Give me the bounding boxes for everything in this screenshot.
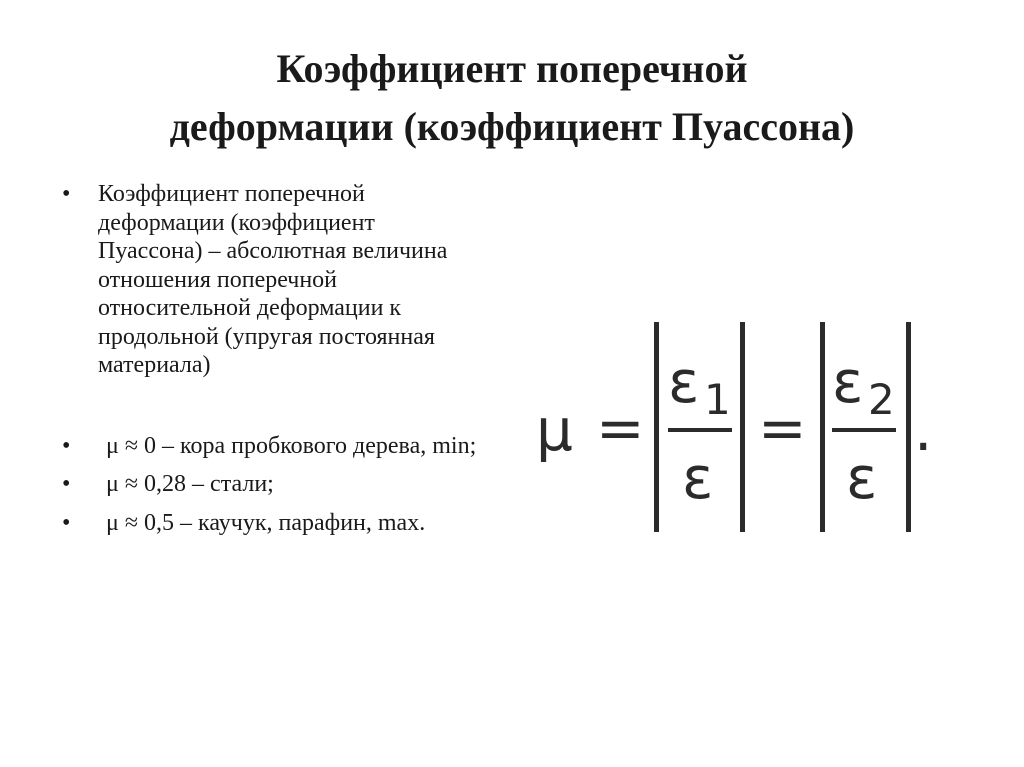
bullet-list xyxy=(62,180,482,547)
abs-bar-right-1 xyxy=(740,322,745,532)
bullet-marker: • xyxy=(62,181,71,207)
material-text-rubber: μ ≈ 0,5 – каучук, парафин, max. xyxy=(106,509,426,536)
definition-bullet xyxy=(62,180,482,380)
abs-bar-left-1 xyxy=(654,322,659,532)
formula-equals-2: = xyxy=(758,394,807,462)
material-bullet-rubber xyxy=(62,509,482,538)
bullet-marker: • xyxy=(62,509,71,536)
abs-bar-left-2 xyxy=(820,322,825,532)
material-text-cork: μ ≈ 0 – кора пробкового дерева, min; xyxy=(106,432,477,459)
formula-mu: μ xyxy=(536,396,573,464)
formula-subscript-1: 1 xyxy=(704,375,731,424)
formula-graphic xyxy=(526,310,966,550)
bullet-marker: • xyxy=(62,471,71,497)
fraction-bar-1 xyxy=(668,428,732,432)
title-line-2: деформации (коэффициент Пуассона) xyxy=(169,104,855,149)
formula-epsilon-2: ε xyxy=(832,348,864,416)
formula-epsilon-1: ε xyxy=(668,348,700,416)
definition-text: Коэффициент поперечной деформации (коэффициент Пуассона) – абсолютная величина отношения поперечной относительной деформации к продольной (упругая постоянная материала) xyxy=(98,181,448,378)
slide-title xyxy=(40,40,984,156)
formula-subscript-2: 2 xyxy=(868,375,895,424)
formula-end-mark: . xyxy=(914,396,933,464)
bullet-marker: • xyxy=(62,432,71,459)
title-line-1: Коэффициент поперечной xyxy=(276,46,748,91)
material-bullet-steel xyxy=(62,470,482,499)
material-bullet-cork xyxy=(62,432,482,461)
formula-equals-1: = xyxy=(596,394,645,462)
formula-denominator-1: ε xyxy=(682,444,714,512)
material-text-steel: μ ≈ 0,28 – стали; xyxy=(106,471,274,497)
fraction-bar-2 xyxy=(832,428,896,432)
poisson-formula xyxy=(526,310,966,550)
formula-denominator-2: ε xyxy=(846,444,878,512)
abs-bar-right-2 xyxy=(906,322,911,532)
